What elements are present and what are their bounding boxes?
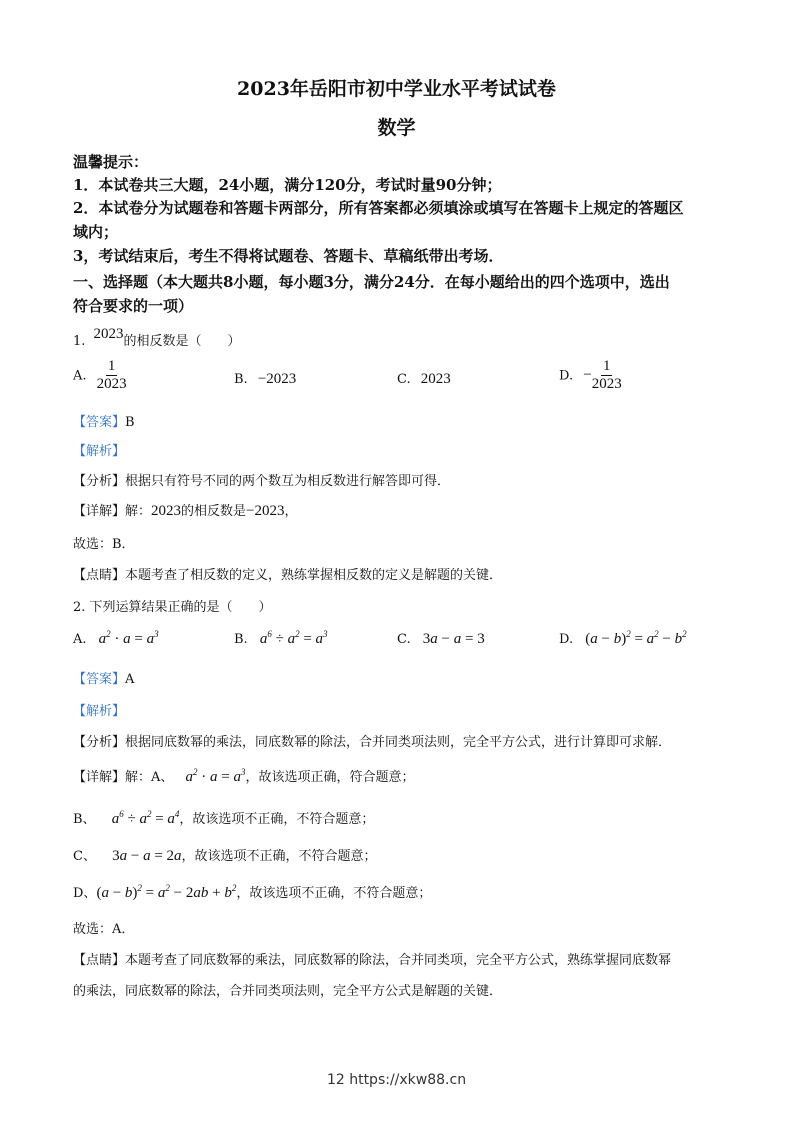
math-expr: $a^6 \div a^2 = a^3$: [259, 629, 328, 647]
q2-dianjing: [73, 949, 671, 968]
option-label: C.: [397, 632, 411, 647]
q1-answer: [73, 411, 135, 430]
xiangjie-text: ，故该选项不正确，不符合题意；: [236, 886, 432, 901]
fraction-numerator: 1: [106, 358, 118, 376]
math-expr: 2023: [420, 371, 451, 387]
option-label: B.: [234, 632, 248, 647]
option-label: B、: [73, 812, 96, 827]
answer-tag: 【答案】: [73, 415, 126, 430]
option-label: B.: [234, 372, 248, 387]
xiangjie-text: ，故该选项正确，符合题意；: [245, 770, 415, 785]
math-expr: −2023: [246, 503, 285, 519]
notice-item-2: 2．本试卷分为试题卷和答题卡两部分，所有答案都必须填涂或填写在答题卡上规定的答题区: [73, 199, 684, 217]
xiangjie-text: 的相反数是: [181, 504, 247, 519]
xiangjie-prefix: 解：A、: [125, 770, 174, 785]
q2-xiangjie-d: [73, 882, 431, 902]
xiangjie-text: ，故该选项不正确，不符合题意；: [179, 812, 375, 827]
answer-value: B: [125, 415, 135, 430]
question-1-stem: [73, 326, 241, 350]
xiangjie-text: ，故该选项不正确，不符合题意；: [181, 849, 377, 864]
q1-option-c: [397, 371, 451, 388]
fraction-denominator: 2023: [96, 376, 127, 393]
option-label: D.: [559, 632, 574, 647]
math-fraction: [592, 358, 622, 394]
math-expr: $(a - b)^2 = a^2 - b^2$: [585, 629, 687, 647]
q2-option-a: [73, 631, 159, 648]
notice-item-2-cont: 域内；: [73, 223, 119, 241]
q2-xiangjie-a: [73, 766, 415, 786]
xiangjie-tag: 【详解】: [73, 504, 126, 519]
question-number: 1.: [73, 334, 86, 349]
option-label: D.: [559, 368, 574, 384]
fenxi-tag: 【分析】: [73, 735, 126, 750]
option-label: C.: [397, 372, 411, 387]
math-expr: 3a − a = 3: [422, 631, 485, 647]
section1-heading-cont: 符合要求的一项）: [73, 297, 194, 315]
punctuation: ，: [284, 504, 298, 519]
q2-answer: [73, 668, 134, 687]
option-label: C、: [73, 849, 96, 864]
q1-xiangjie: [73, 500, 298, 520]
dianjing-tag: 【点睛】: [73, 568, 126, 583]
math-expr: $a^6 \div a^2 = a^4$: [111, 809, 180, 827]
minus-sign: −: [583, 367, 592, 384]
notice-heading: 温馨提示：: [73, 153, 149, 171]
math-expr: 3a − a = 2a: [112, 848, 182, 864]
q1-dianjing: [73, 564, 502, 583]
dianjing-text: 本题考查了相反数的定义，熟练掌握相反数的定义是解题的关键．: [125, 568, 503, 583]
q2-option-b: [234, 631, 328, 648]
dianjing-text: 本题考查了同底数幂的乘法，同底数幂的除法，合并同类项，完全平方公式，熟练掌握同底数幂: [125, 953, 672, 968]
q2-xiangjie-b: [73, 808, 374, 828]
section1-heading: 一、选择题（本大题共8小题，每小题3分，满分24分．在每小题给出的四个选项中，选出: [73, 273, 670, 291]
q1-option-b: [234, 371, 296, 388]
option-label: A.: [73, 632, 87, 647]
q2-option-d: [559, 631, 687, 648]
q2-option-c: [397, 631, 485, 648]
option-label: A.: [73, 368, 87, 384]
math-expr: 2023: [93, 326, 124, 342]
notice-item-1: 1．本试卷共三大题，24小题，满分120分，考试时量90分钟；: [73, 176, 502, 194]
math-expr: $a^2 \cdot a = a^3$: [98, 629, 159, 647]
q1-analysis-tag: 【解析】: [73, 444, 126, 459]
option-label: D、: [73, 886, 97, 901]
q1-option-d: [559, 358, 622, 394]
q1-fenxi: [73, 470, 450, 489]
fenxi-text: 根据只有符号不同的两个数互为相反数进行解答即可得．: [125, 474, 451, 489]
question-text: 的相反数是（ ）: [123, 334, 241, 349]
exam-title: 2023年岳阳市初中学业水平考试试卷: [237, 78, 556, 100]
subject-title: 数学: [377, 117, 416, 139]
answer-value: A: [125, 672, 135, 687]
math-expr: 2023: [151, 503, 182, 519]
math-expr: $a^2 \cdot a = a^3$: [185, 767, 246, 785]
q2-fenxi: [73, 731, 671, 750]
q2-xiangjie-c: [73, 845, 377, 865]
q1-option-a: [73, 358, 127, 394]
answer-tag: 【答案】: [73, 672, 126, 687]
xiangjie-prefix: 解：: [125, 504, 152, 519]
fenxi-tag: 【分析】: [73, 474, 126, 489]
math-fraction: [97, 358, 127, 394]
question-2-stem: 2. 下列运算结果正确的是（ ）: [73, 600, 272, 615]
q2-conclusion: 故选：A．: [73, 922, 135, 937]
page-footer: 12 https://xkw88.cn: [326, 1072, 467, 1088]
math-expr: −2023: [257, 371, 297, 387]
fraction-numerator: 1: [601, 358, 613, 376]
fenxi-text: 根据同底数幂的乘法，同底数幂的除法，合并同类项法则，完全平方公式，进行计算即可求解．: [125, 735, 672, 750]
notice-item-3: 3，考试结束后，考生不得将试题卷、答题卡、草稿纸带出考场．: [73, 247, 504, 265]
dianjing-tag: 【点睛】: [73, 953, 126, 968]
q2-analysis-tag: 【解析】: [73, 704, 126, 719]
q2-dianjing-cont: 的乘法，同底数幂的除法，合并同类项法则，完全平方公式是解题的关键．: [73, 984, 503, 999]
math-expr: $(a - b)^2 = a^2 - 2ab + b^2$: [96, 883, 237, 901]
q1-conclusion: 故选：B．: [73, 537, 135, 552]
fraction-denominator: 2023: [591, 376, 622, 393]
xiangjie-tag: 【详解】: [73, 770, 126, 785]
